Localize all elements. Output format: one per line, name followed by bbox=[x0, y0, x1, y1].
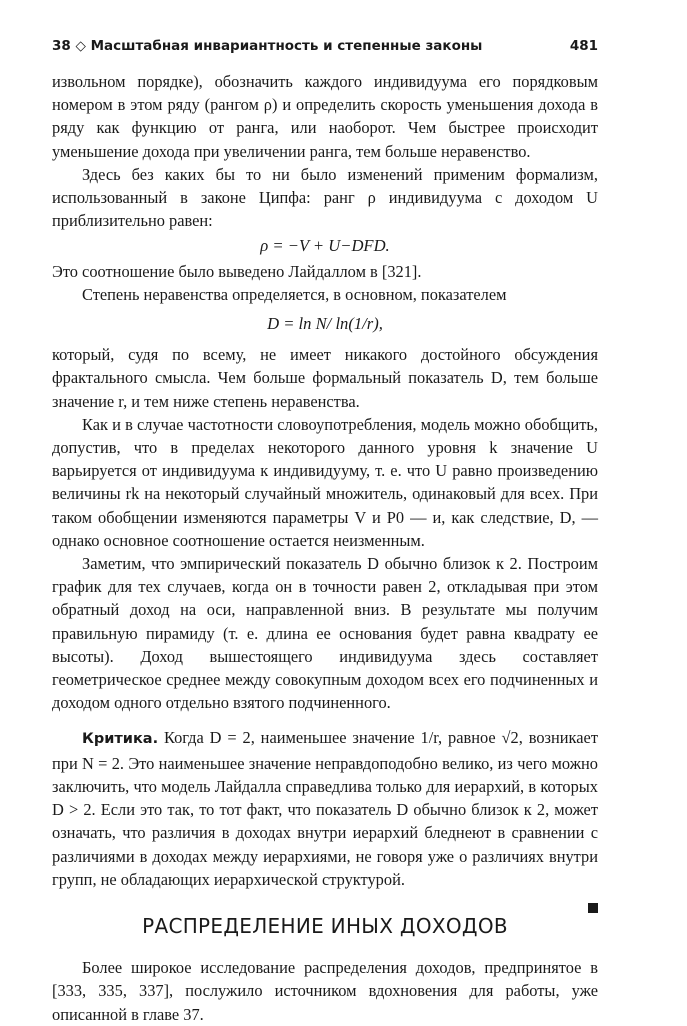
page-number: 481 bbox=[569, 38, 598, 54]
paragraph-7: Заметим, что эмпирический показатель D обычно близок к 2. Построим график для тех случаев, когда он в точности равен 2, откладывая при этом обратный доход на оси, направленной вниз. В результате мы получим правильную пирамиду (т. е. длина ее основания будет равна квадрату ее высоты). Доход вышестоящего индивидуума здесь составляет геометрическое среднее между совокупным доходом всех его подчиненных и доходом одного отдельно взятого подчиненного. bbox=[52, 554, 598, 713]
paragraph-5: который, судя по всему, не имеет никакого достойного обсуждения фрактального смысла. Чем больше формальный показатель D, тем больше значение r, и тем ниже степень неравенства. bbox=[52, 345, 598, 411]
formula-rank: ρ = −V + U−DFD. bbox=[260, 236, 390, 256]
section-title: РАСПРЕДЕЛЕНИЕ ИНЫХ ДОХОДОВ bbox=[142, 913, 508, 938]
paragraph-3: Это соотношение было выведено Лайдаллом в [321]. bbox=[52, 261, 422, 281]
paragraph-1: извольном порядке), обозначить каждого индивидуума его порядковым номером в этом ряду (рангом ρ) и определить скорость уменьшения дохода в ряду как функцию от ранга, или наоборот. Чем быстрее происходит уменьшение дохода при увеличении ранга, тем больше неравенство. bbox=[52, 72, 598, 161]
chapter-title: 38 ◇ Масштабная инвариантность и степенные законы bbox=[52, 38, 483, 54]
critique-label: Критика. bbox=[82, 731, 159, 748]
critique-text: Когда D = 2, наименьшее значение 1/r, равное √2, возникает при N = 2. Это наименьшее значение неправдоподобно велико, из чего можно заключить, что модель Лайдалла справедлива только для иерархий, в которых D > 2. Если это так, то тот факт, что показатель D обычно близок к 2, может означать, что различия в доходах внутри иерархий бледнеют в сравнении с различиями в доходах между иерархиями, не говоря уже о различиях внутри групп, не обладающих иерархической структурой. bbox=[52, 728, 598, 889]
running-header bbox=[52, 38, 598, 58]
paragraph-6: Как и в случае частотности словоупотребления, модель можно обобщить, допустив, что в пределах некоторого данного уровня k значение U варьируется от индивидуума к индивидууму, т. е. что U равно произведению величины rk на некоторый случайный множитель, одинаковый для всех. При таком обобщении изменяются параметры V и P0 — и, как следствие, D, — однако основное соотношение остается неизменным. bbox=[52, 414, 598, 550]
critique-paragraph bbox=[52, 726, 598, 890]
page-body bbox=[52, 70, 598, 1026]
end-of-chapter-mark bbox=[588, 903, 598, 913]
paragraph-2: Здесь без каких бы то ни было изменений применим формализм, использованный в законе Ципфа: ранг ρ индивидуума с доходом U приблизительно равен: bbox=[52, 164, 598, 231]
formula-exponent: D = ln N/ ln(1/r), bbox=[267, 314, 383, 334]
paragraph-9: Более широкое исследование распределения доходов, предпринятое в [333, 335, 337], послужило источником вдохновения для работы, уже описанной в главе 37. bbox=[52, 958, 598, 1024]
paragraph-4: Степень неравенства определяется, в основном, показателем bbox=[82, 284, 507, 304]
